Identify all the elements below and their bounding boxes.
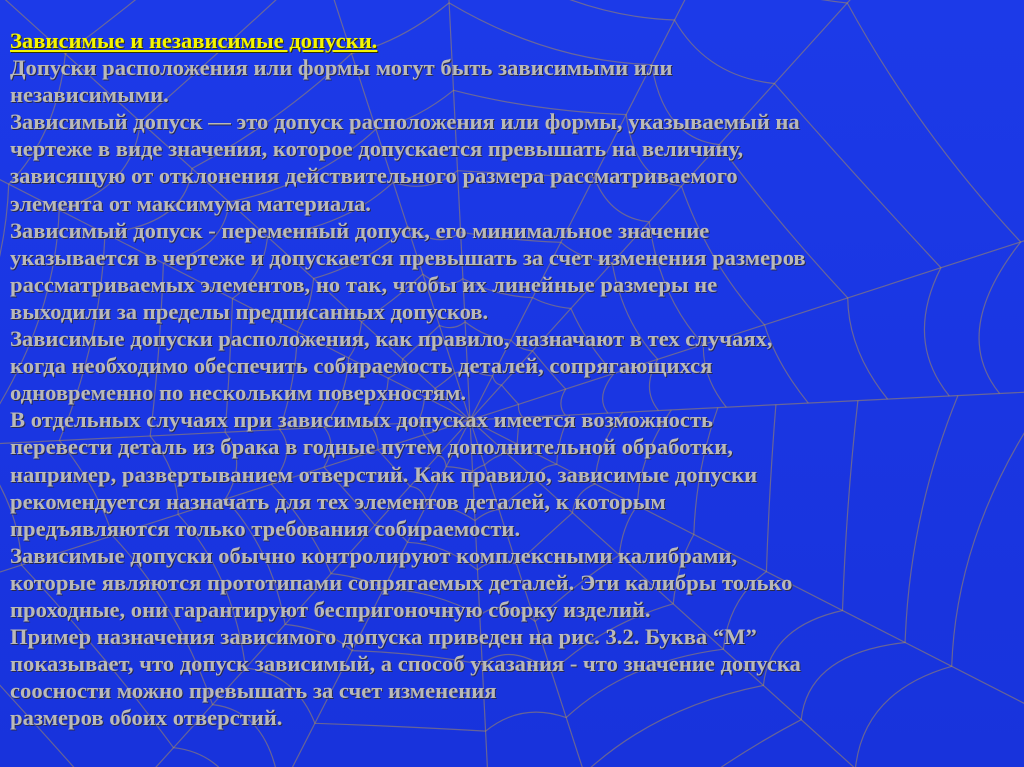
text-line: предъявляются только требования собираемости. (10, 515, 521, 541)
text-line: Пример назначения зависимого допуска приведен на рис. 3.2. Буква “М” (10, 624, 757, 650)
text-line: размеров обоих отверстий. (10, 705, 283, 731)
slide-content (10, 27, 1014, 731)
text-line: В отдельных случаях при зависимых допусках имеется возможность (10, 407, 714, 433)
slide-title: Зависимые и независимые допуски. (10, 28, 378, 53)
text-line: элемента от максимума материала. (10, 190, 371, 216)
text-line: соосности можно превышать за счет изменения (10, 678, 497, 704)
text-line: рассматриваемых элементов, но так, чтобы их линейные размеры не (10, 271, 718, 297)
text-line: указывается в чертеже и допускается превышать за счет изменения размеров (10, 244, 806, 270)
text-line: которые являются прототипами сопрягаемых деталей. Эти калибры только (10, 569, 793, 595)
text-line: зависящую от отклонения действительного размера рассматриваемого (10, 163, 738, 189)
text-line: независимыми. (10, 82, 169, 108)
text-line: проходные, они гарантируют беспригоночную сборку изделий. (10, 596, 651, 622)
text-line: когда необходимо обеспечить собираемость деталей, сопрягающихся (10, 353, 713, 379)
text-line: Допуски расположения или формы могут быть зависимыми или (10, 55, 673, 81)
text-line: рекомендуется назначать для тех элементов деталей, к которым (10, 488, 666, 514)
text-line: одновременно по нескольким поверхностям. (10, 380, 467, 406)
text-line: Зависимый допуск — это допуск расположения или формы, указываемый на (10, 109, 800, 135)
text-line: показывает, что допуск зависимый, а способ указания - что значение допуска (10, 651, 801, 677)
text-line: Зависимые допуски обычно контролируют комплексными калибрами, (10, 542, 738, 568)
text-line: например, развертыванием отверстий. Как правило, зависимые допуски (10, 461, 758, 487)
text-line: Зависимый допуск - переменный допуск, его минимальное значение (10, 217, 710, 243)
text-line: перевести деталь из брака в годные путем дополнительной обработки, (10, 434, 733, 460)
text-line: Зависимые допуски расположения, как правило, назначают в тех случаях, (10, 326, 773, 352)
text-line: чертеже в виде значения, которое допускается превышать на величину, (10, 136, 744, 162)
text-line: выходили за пределы предписанных допусков. (10, 298, 489, 324)
